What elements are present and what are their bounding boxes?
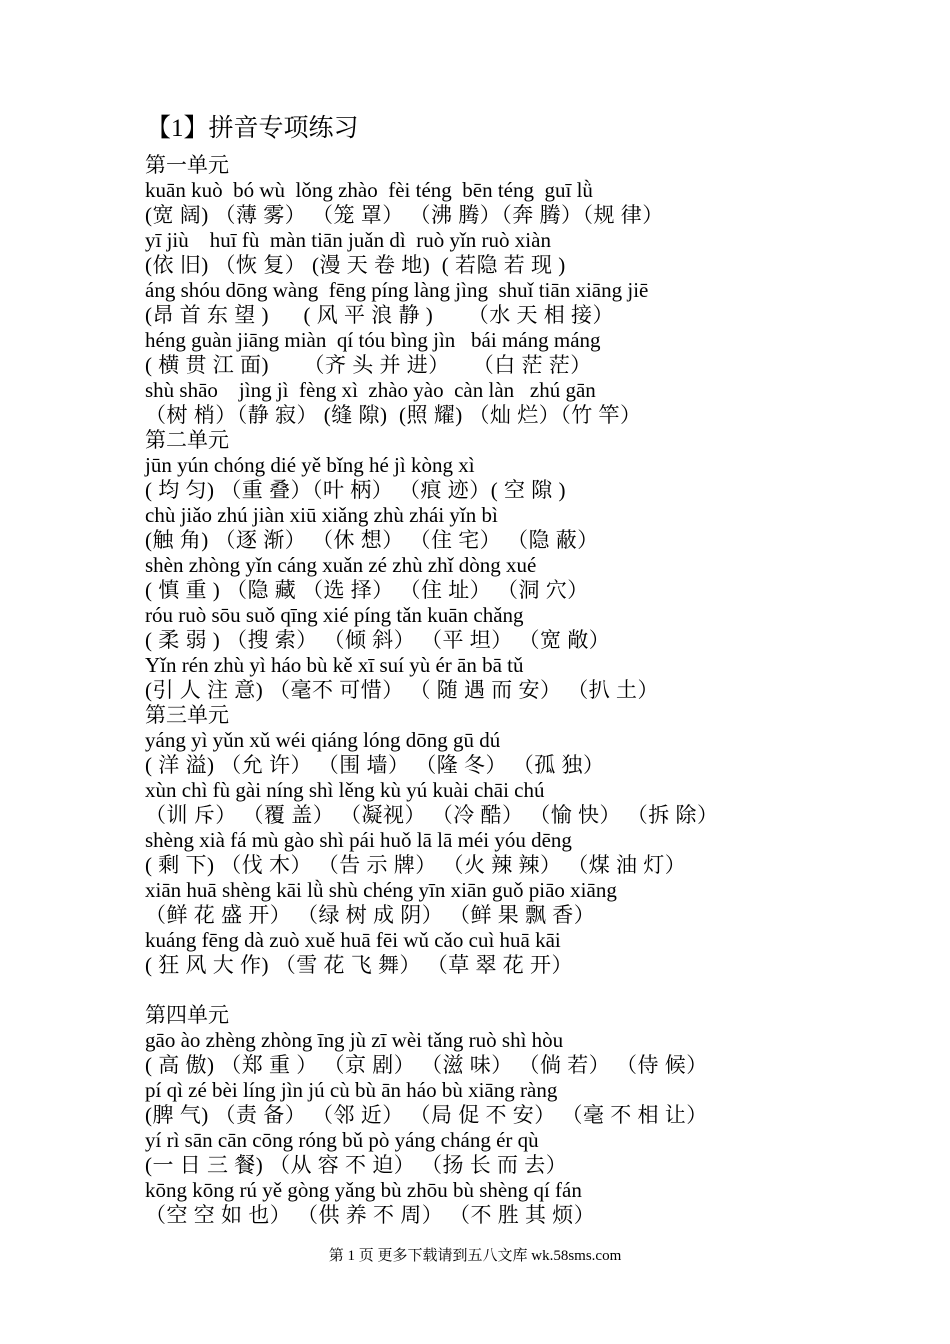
page-footer: 第 1 页 更多下载请到五八文库 wk.58sms.com (328, 1248, 622, 1264)
exercise-content (145, 153, 865, 1228)
unit-heading: 第一单元 (145, 153, 229, 177)
hanzi-line: ( 狂 风 大 作) （雪 花 飞 舞） （草 翠 花 开） (145, 953, 573, 977)
pinyin-line: pí qì zé bèi líng jìn jú cù bù ān háo bù xiāng ràng (145, 1078, 558, 1102)
unit-heading: 第四单元 (145, 1003, 229, 1027)
hanzi-line: (一 日 三 餐) （从 容 不 迫） （扬 长 而 去） (145, 1153, 568, 1177)
pinyin-line: kōng kōng rú yě gòng yǎng bù zhōu bù shèng qí fán (145, 1178, 582, 1202)
pinyin-line: jūn yún chóng dié yě bǐng hé jì kòng xì (145, 453, 475, 477)
hanzi-line: （空 空 如 也） （供 养 不 周） （不 胜 其 烦） (145, 1203, 596, 1227)
pinyin-line: Yǐn rén zhù yì háo bù kě xī suí yù ér ān bā tǔ (145, 653, 524, 677)
pinyin-line: shù shāo jìng jì fèng xì zhào yào càn làn zhú gān (145, 378, 596, 402)
blank-line (145, 978, 865, 1003)
hanzi-line: (宽 阔) （薄 雾） （笼 罩） （沸 腾）（奔 腾）（规 律） (145, 203, 664, 227)
pinyin-line: shèn zhòng yǐn cáng xuǎn zé zhù zhǐ dòng xué (145, 553, 537, 577)
pinyin-line: chù jiǎo zhú jiàn xiū xiǎng zhù zhái yǐn bì (145, 503, 498, 527)
page-title: 【1】拼音专项练习 (146, 115, 359, 142)
pinyin-line: yí rì sān cān cōng róng bǔ pò yáng cháng ér qù (145, 1128, 539, 1152)
pinyin-line: shèng xià fá mù gào shì pái huǒ lā lā méi yóu dēng (145, 828, 572, 852)
pinyin-line: kuān kuò bó wù lǒng zhào fèi téng bēn téng guī lǜ (145, 178, 593, 202)
hanzi-line: （训 斥） （覆 盖） （凝视） （冷 酷） （愉 快） （拆 除） (145, 803, 719, 827)
hanzi-line: (脾 气) （责 备） （邻 近） （局 促 不 安） （毫 不 相 让） (145, 1103, 708, 1127)
hanzi-line: ( 剩 下) （伐 木） （告 示 牌） （火 辣 辣） （煤 油 灯） (145, 853, 687, 877)
pinyin-line: kuáng fēng dà zuò xuě huā fēi wǔ cǎo cuì huā kāi (145, 928, 561, 952)
hanzi-line: (昂 首 东 望 ) ( 风 平 浪 静 ) （水 天 相 接） (145, 303, 614, 327)
hanzi-line: （鲜 花 盛 开） （绿 树 成 阴） （鲜 果 飘 香） (145, 903, 596, 927)
hanzi-line: ( 均 匀) （重 叠）（叶 柄） （痕 迹）( 空 隙 ) (145, 478, 566, 502)
unit-heading: 第三单元 (145, 703, 229, 727)
pinyin-line: xùn chì fù gài níng shì lěng kù yú kuài chāi chú (145, 778, 545, 802)
pinyin-line: yáng yì yǔn xǔ wéi qiáng lóng dōng gū dú (145, 728, 501, 752)
hanzi-line: ( 洋 溢) （允 许） （围 墙） （隆 冬） （孤 独） (145, 753, 605, 777)
pinyin-line: róu ruò sōu suǒ qīng xié píng tǎn kuān chǎng (145, 603, 524, 627)
unit-heading: 第二单元 (145, 428, 229, 452)
pinyin-line: héng guàn jiāng miàn qí tóu bìng jìn bái máng máng (145, 328, 601, 352)
hanzi-line: ( 柔 弱 ) （搜 索） （倾 斜） （平 坦） （宽 敞） (145, 628, 611, 652)
hanzi-line: (触 角) （逐 渐） （休 想） （住 宅） （隐 蔽） (145, 528, 599, 552)
pinyin-line: áng shóu dōng wàng fēng píng làng jìng shuǐ tiān xiāng jiē (145, 278, 649, 302)
hanzi-line: ( 高 傲) （郑 重 ） （京 剧） （滋 味） （倘 若） （侍 候） (145, 1053, 708, 1077)
hanzi-line: ( 慎 重 ) （隐 藏 （选 择） （住 址） （洞 穴） (145, 578, 589, 602)
pinyin-line: yī jiù huī fù màn tiān juǎn dì ruò yǐn ruò xiàn (145, 228, 551, 252)
hanzi-line: (依 旧) （恢 复） (漫 天 卷 地) ( 若隐 若 现 ) (145, 253, 566, 277)
hanzi-line: ( 横 贯 江 面) （齐 头 并 进） （白 茫 茫） (145, 353, 592, 377)
hanzi-line: (引 人 注 意) （毫不 可惜） （ 随 遇 而 安） （扒 土） (145, 678, 659, 702)
pinyin-line: xiān huā shèng kāi lǜ shù chéng yīn xiān guǒ piāo xiāng (145, 878, 617, 902)
pinyin-line: gāo ào zhèng zhòng īng jù zī wèi tǎng ruò shì hòu (145, 1028, 564, 1052)
hanzi-line: （树 梢）（静 寂） (缝 隙) (照 耀) （灿 烂）（竹 竿） (145, 403, 642, 427)
